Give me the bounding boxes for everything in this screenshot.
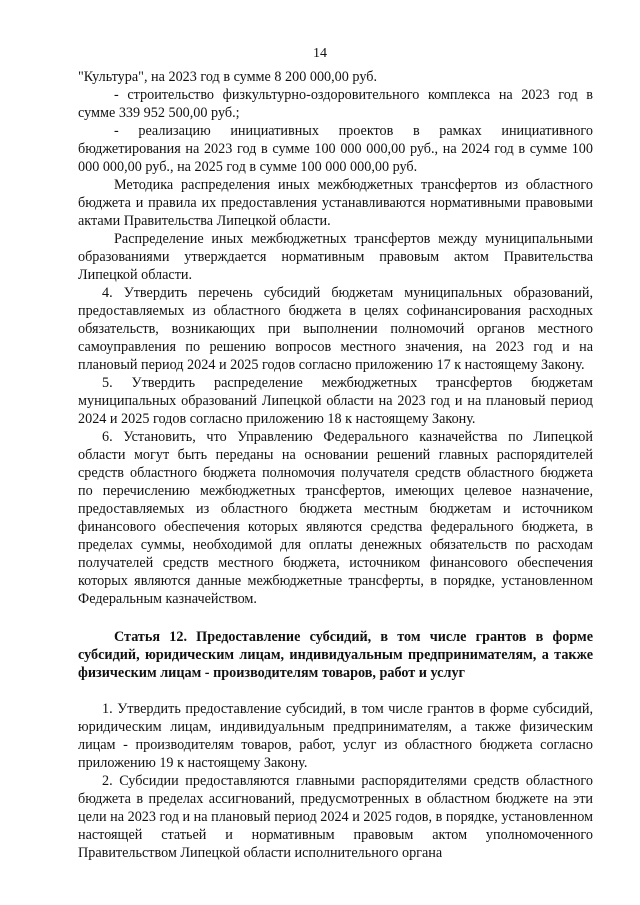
article-heading: Статья 12. Предоставление субсидий, в том числе грантов в форме субсидий, юридическим лицам, индивидуальным предпринимателям, а также физическим лицам - производителям товаров, работ и услуг xyxy=(78,629,593,681)
paragraph: - строительство физкультурно-оздоровительного комплекса на 2023 год в сумме 339 952 500,00 руб.; xyxy=(78,87,593,121)
paragraph: Методика распределения иных межбюджетных трансфертов из областного бюджета и правила их предоставления устанавливаются нормативными правовыми актами Правительства Липецкой области. xyxy=(78,177,593,229)
paragraph: 4. Утвердить перечень субсидий бюджетам муниципальных образований, предоставляемых из областного бюджета в целях софинансирования расходных обязательств, возникающих при выполнении полномочий органов местного самоуправления по решению вопросов местного значения, на 2023 год и на плановый период 2024 и 2025 годов согласно приложению 17 к настоящему Закону. xyxy=(78,285,593,373)
page-number: 14 xyxy=(313,46,327,61)
article-paragraph: 2. Субсидии предоставляются главными распорядителями средств областного бюджета в пределах ассигнований, предусмотренных в областном бюджете на эти цели на 2023 год и на плановый период 2024 и 2025 годов, в порядке, установленном настоящей статьей и нормативным правовым актом уполномоченного Правительством Липецкой области исполнительного органа xyxy=(78,773,593,861)
paragraph: - реализацию инициативных проектов в рамках инициативного бюджетирования на 2023 год в сумме 100 000 000,00 руб., на 2024 год в сумме 100 000 000,00 руб., на 2025 год в сумме 100 000 000,00 руб. xyxy=(78,123,593,175)
paragraph: "Культура", на 2023 год в сумме 8 200 000,00 руб. xyxy=(78,69,377,85)
paragraph: Распределение иных межбюджетных трансфертов между муниципальными образованиями утверждается нормативным правовым актом Правительства Липецкой области. xyxy=(78,231,593,283)
paragraph: 6. Установить, что Управлению Федерального казначейства по Липецкой области могут быть переданы на основании решений главных распорядителей средств областного бюджета полномочия получателя средств областного бюджета по перечислению межбюджетных трансфертов, имеющих целевое назначение, предоставляемых из областного бюджета местным бюджетам и источником финансового обеспечения которых являются средства федерального бюджета, в пределах суммы, необходимой для оплаты денежных обязательств по расходам получателей средств местного бюджета, источником финансового обеспечения которых являются данные межбюджетные трансферты, в порядке, установленном Федеральным казначейством. xyxy=(78,429,593,607)
article-paragraph: 1. Утвердить предоставление субсидий, в том числе грантов в форме субсидий, юридическим лицам, индивидуальным предпринимателям, а также физическим лицам - производителям товаров, работ, услуг из областного бюджета согласно приложению 19 к настоящему Закону. xyxy=(78,701,593,771)
paragraph: 5. Утвердить распределение межбюджетных трансфертов бюджетам муниципальных образований Липецкой области на 2023 год и на плановый период 2024 и 2025 годов согласно приложению 18 к настоящему Закону. xyxy=(78,375,593,427)
document-body xyxy=(78,68,593,862)
